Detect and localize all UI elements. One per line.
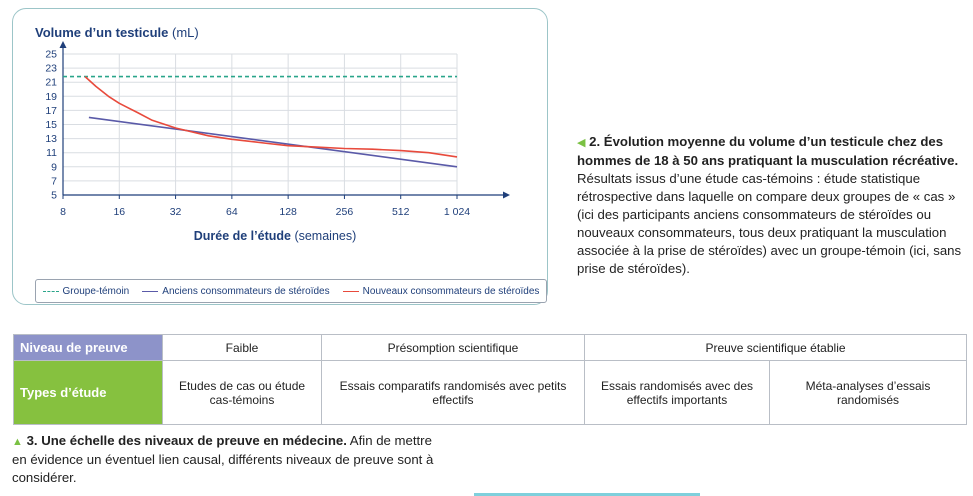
x-axis-arrow-icon bbox=[503, 192, 510, 199]
type-cas-temoins: Etudes de cas ou étude cas-témoins bbox=[163, 361, 322, 425]
figure-3-caption-text: Afin de mettre en évidence un éventuel lien causal, différents niveaux de preuve sont à considérer. bbox=[12, 433, 434, 485]
y-tick-label: 13 bbox=[45, 133, 57, 146]
x-tick-label: 32 bbox=[169, 206, 182, 218]
y-tick-label: 21 bbox=[45, 76, 57, 89]
chart-title: Volume d’un testicule (mL) bbox=[35, 25, 199, 40]
evidence-level-table bbox=[13, 334, 967, 425]
legend-item-old bbox=[142, 286, 329, 297]
type-meta-analyses: Méta-analyses d’essais randomisés bbox=[770, 361, 967, 425]
level-faible: Faible bbox=[163, 335, 322, 361]
row-header-niveau: Niveau de preuve bbox=[14, 335, 163, 361]
y-tick-label: 19 bbox=[45, 90, 57, 103]
series-line-new bbox=[85, 77, 457, 157]
level-presomption: Présomption scientifique bbox=[322, 335, 585, 361]
table-row-types bbox=[14, 361, 967, 425]
y-tick-label: 7 bbox=[51, 175, 57, 188]
chart-panel bbox=[12, 8, 548, 305]
legend-item-control bbox=[43, 286, 130, 297]
figure-3-caption-title: 3. Une échelle des niveaux de preuve en médecine. bbox=[26, 433, 347, 448]
row-header-types: Types d’étude bbox=[14, 361, 163, 425]
legend-swatch-new bbox=[343, 291, 359, 292]
chart-legend bbox=[35, 279, 547, 303]
x-tick-label: 256 bbox=[335, 206, 354, 218]
y-axis-arrow-icon bbox=[60, 41, 67, 48]
table-row-levels bbox=[14, 335, 967, 361]
x-tick-label: 64 bbox=[226, 206, 238, 218]
legend-label-old: Anciens consommateurs de stéroïdes bbox=[162, 285, 330, 297]
legend-swatch-control bbox=[43, 291, 59, 292]
y-tick-label: 11 bbox=[46, 147, 57, 160]
y-tick-label: 23 bbox=[45, 62, 57, 75]
x-tick-label: 16 bbox=[113, 206, 126, 218]
level-etablie: Preuve scientifique établie bbox=[585, 335, 967, 361]
legend-item-new bbox=[343, 286, 540, 297]
legend-label-control: Groupe-témoin bbox=[62, 285, 130, 297]
y-tick-label: 17 bbox=[45, 104, 57, 117]
y-tick-label: 9 bbox=[51, 161, 57, 174]
x-tick-label: 512 bbox=[391, 206, 410, 218]
triangle-left-icon: ◀ bbox=[577, 137, 586, 149]
figure-3-caption bbox=[12, 432, 442, 487]
legend-swatch-old bbox=[142, 291, 158, 292]
x-tick-label: 1 024 bbox=[443, 206, 471, 218]
type-effectifs-importants: Essais randomisés avec des effectifs importants bbox=[585, 361, 770, 425]
x-tick-label: 8 bbox=[60, 206, 66, 218]
type-petits-effectifs: Essais comparatifs randomisés avec petits effectifs bbox=[322, 361, 585, 425]
x-axis-label: Durée de l’étude (semaines) bbox=[193, 229, 357, 243]
figure-2-caption bbox=[577, 133, 967, 278]
figure-2-caption-text: Résultats issus d’une étude cas-témoins : étude statistique rétrospective dans laquelle on compare deux groupes de « cas » (ici des participants anciens consommateurs de stéroïdes ou nouveaux consommateurs, tous deux pratiquant la musculation associée à la prise de stéroïdes) avec un groupe-témoin (ici, sans prise de stéroïdes). bbox=[577, 171, 962, 276]
figure-2-caption-title: 2. Évolution moyenne du volume d’un testicule chez des hommes de 18 à 50 ans pratiquant la musculation récréative. bbox=[577, 134, 959, 168]
legend-label-new: Nouveaux consommateurs de stéroïdes bbox=[362, 285, 540, 297]
y-tick-label: 15 bbox=[45, 119, 57, 131]
x-tick-label: 128 bbox=[279, 206, 297, 218]
y-tick-label: 25 bbox=[45, 48, 57, 61]
testicle-volume-chart bbox=[13, 9, 549, 306]
y-tick-label: 5 bbox=[51, 189, 57, 202]
triangle-up-icon: ▲ bbox=[12, 436, 23, 448]
